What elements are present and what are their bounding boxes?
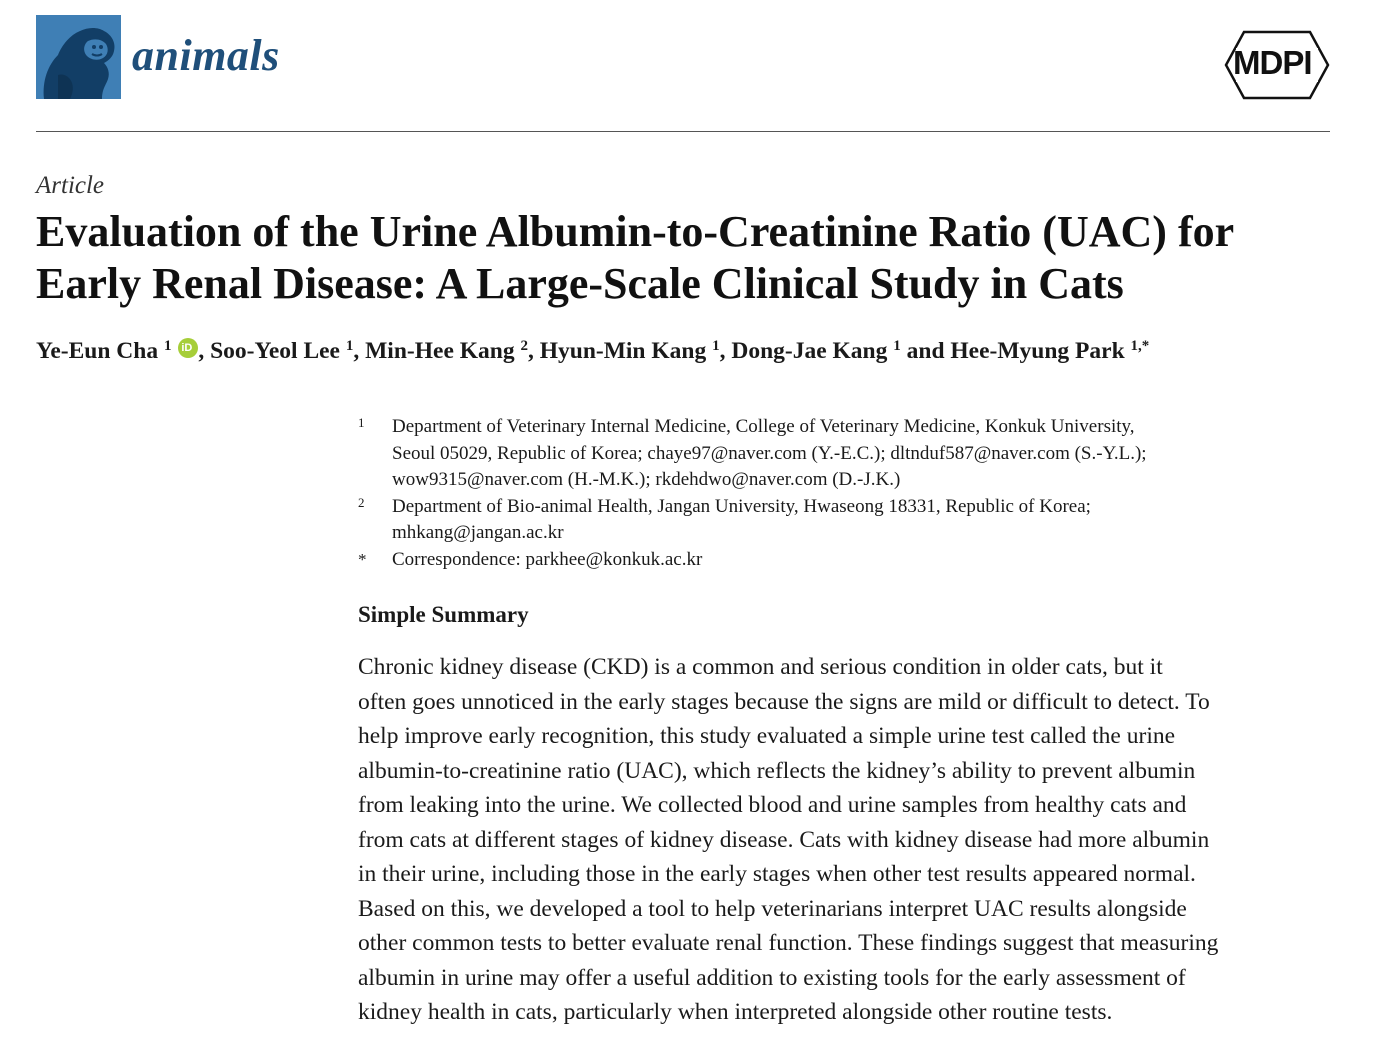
author-affiliation-sup: 1 [893,338,901,354]
author-name[interactable]: Hyun-Min Kang [539,338,707,364]
summary-line: from cats at different stages of kidney disease. Cats with kidney disease had more albumin [358,826,1210,853]
affiliation-line: Department of Bio-animal Health, Jangan University, Hwaseong 18331, Republic of Korea; [392,495,1091,517]
correspondence-marker: * [358,549,367,569]
author-list: Ye-Eun Cha $^1$ iD , Soo-Yeol Lee $^1$, Min-Hee Kang $^2$, Hyun-Min Kang $^1$, Dong-Jae Kang $^1$ and Hee-Myung Park $^{1,*}$ [36,338,1150,364]
header-divider [36,131,1330,132]
affiliation-line: wow9315@naver.com (H.-M.K.); rkdehdwo@naver.com (D.-J.K.) [392,469,901,491]
affiliations [358,414,1318,574]
monkey-silhouette-icon [36,15,121,99]
summary-line: in their urine, including those in the early stages when other test results appeared normal. [358,861,1196,887]
author-affiliation-sup: 2 [520,338,528,354]
affiliation-item [358,494,1318,547]
summary-heading: Simple Summary [358,602,529,627]
summary-line: from leaking into the urine. We collected blood and urine samples from healthy cats and [358,792,1187,818]
affiliation-marker: 2 [358,494,365,510]
article-type: Article [36,172,105,199]
title-line: Evaluation of the Urine Albumin-to-Creatinine Ratio (UAC) for [36,207,1235,256]
affiliation-line: Department of Veterinary Internal Medicine, College of Veterinary Medicine, Konkuk University, [392,416,1135,437]
author-name[interactable]: Dong-Jae Kang [731,338,888,364]
title-line: Early Renal Disease: A Large-Scale Clinical Study in Cats [36,259,1124,308]
affiliation-marker: 1 [358,415,365,430]
summary-line: help improve early recognition, this study evaluated a simple urine test called the urine [358,723,1176,749]
summary-line: kidney health in cats, particularly when interpreted alongside other routine tests. [358,999,1113,1025]
author-affiliation-sup: 1 [345,338,354,354]
author-name[interactable]: Soo-Yeol Lee [210,338,340,364]
article-title [36,206,1366,310]
correspondence-line: Correspondence: parkhee@konkuk.ac.kr [392,548,703,570]
correspondence-item [358,547,1318,574]
summary-line: other common tests to better evaluate renal function. These findings suggest that measuring [358,930,1219,956]
summary-line: albumin-to-creatinine ratio (UAC), which reflects the kidney’s ability to prevent albumin [358,757,1196,784]
orcid-icon[interactable]: iD [178,338,198,358]
publisher-logo-text: MDPI [1233,44,1312,81]
summary-line: Based on this, we developed a tool to help veterinarians interpret UAC results alongside [358,895,1187,922]
journal-name: animals [132,31,280,80]
author-name[interactable]: Min-Hee Kang [365,338,515,364]
author-affiliation-sup: 1 [712,338,720,354]
author-affiliation-sup: 1,* [1130,338,1150,354]
summary-line: often goes unnoticed in the early stages because the signs are mild or difficult to detect. To [358,688,1210,715]
author-affiliation-sup: 1 [163,338,172,354]
journal-logo [36,15,121,99]
affiliation-line: Seoul 05029, Republic of Korea; chaye97@naver.com (Y.-E.C.); dltnduf587@naver.com (S.-Y.L.); [392,442,1147,464]
summary-line: Chronic kidney disease (CKD) is a common and serious condition in older cats, but it [358,654,1163,680]
affiliation-line: mhkang@jangan.ac.kr [392,522,564,544]
summary-line: albumin in urine may offer a useful addition to existing tools for the early assessment of [358,964,1186,991]
author-name[interactable]: Hee-Myung Park [950,338,1125,364]
affiliation-item [358,414,1318,494]
author-name[interactable]: Ye-Eun Cha [36,338,159,364]
summary-body [358,650,1338,1030]
